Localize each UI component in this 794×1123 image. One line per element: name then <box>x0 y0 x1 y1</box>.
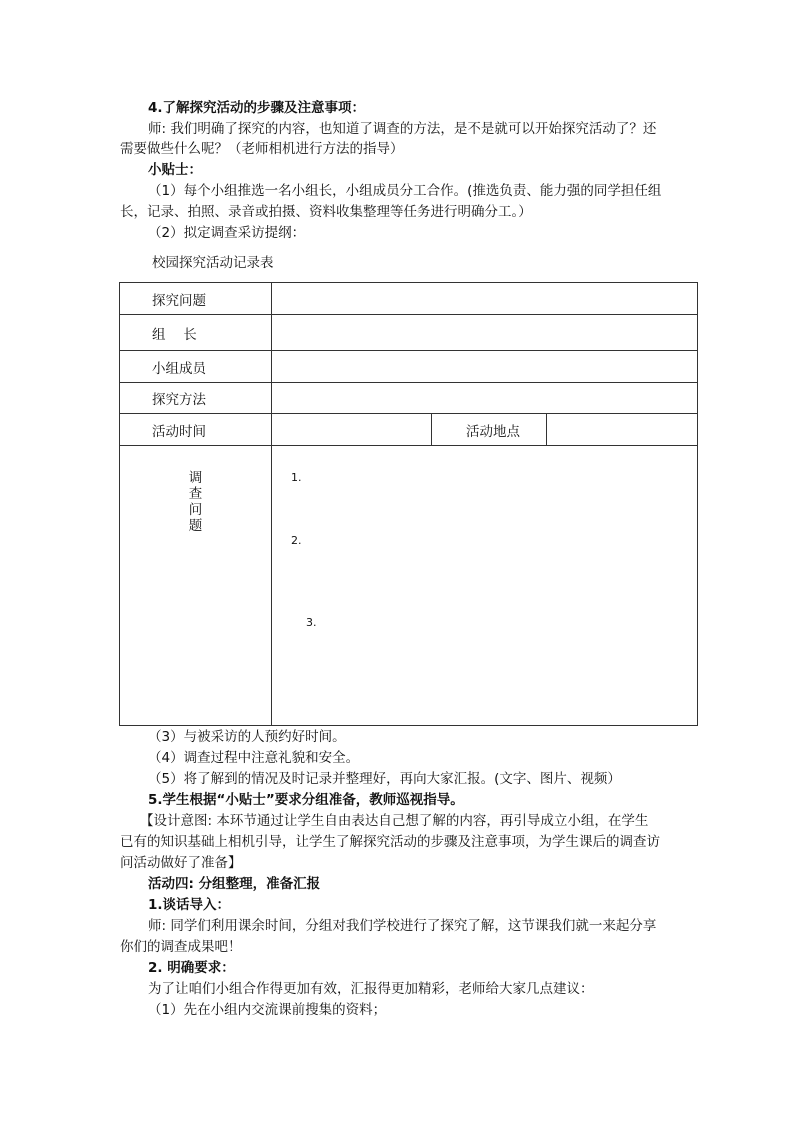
value-method <box>272 383 698 414</box>
survey-item-3: 3. <box>306 616 317 629</box>
survey-item-2: 2. <box>291 534 302 547</box>
design-intent-line3: 问活动做好了准备】 <box>120 855 242 871</box>
teacher-question-line1: 师: 我们明确了探究的内容，也知道了调查的方法，是不是就可以开始探究活动了？还 <box>148 121 657 137</box>
label-question: 探究问题 <box>120 283 272 315</box>
label-method: 探究方法 <box>120 383 272 414</box>
survey-char: 题 <box>188 518 203 534</box>
label-time: 活动时间 <box>120 414 272 446</box>
label-place: 活动地点 <box>432 414 547 446</box>
teacher-question-line2: 需要做些什么呢？（老师相机进行方法的指导） <box>120 141 404 157</box>
section-heading-4: 4.了解探究活动的步骤及注意事项： <box>148 100 366 116</box>
requirements-title: 2. 明确要求： <box>148 960 235 976</box>
talk-intro-title: 1.谈话导入： <box>148 897 231 913</box>
table-title: 校园探究活动记录表 <box>152 255 274 271</box>
survey-char: 查 <box>188 486 203 502</box>
tip-5: （5）将了解到的情况及时记录并整理好，再向大家汇报。(文字、图片、视频） <box>148 771 621 787</box>
tips-title: 小贴士： <box>148 162 202 178</box>
value-leader <box>272 315 698 351</box>
value-place <box>547 414 698 446</box>
survey-item-1: 1. <box>291 471 302 484</box>
requirements-text: 为了让咱们小组合作得更加有效，汇报得更加精彩，老师给大家几点建议： <box>148 981 594 997</box>
activity-record-table <box>119 282 698 726</box>
value-members <box>272 351 698 383</box>
tip-4: （4）调查过程中注意礼貌和安全。 <box>148 750 360 766</box>
tip-1-line1: （1）每个小组推选一名小组长，小组成员分工合作。(推选负责、能力强的同学担任组 <box>148 183 662 199</box>
label-leader: 组 长 <box>120 315 272 351</box>
design-intent-line2: 已有的知识基础上相机引导，让学生了解探究活动的步骤及注意事项，为学生课后的调查访 <box>120 834 660 850</box>
section-heading-5: 5.学生根据“小贴士”要求分组准备，教师巡视指导。 <box>148 792 464 808</box>
value-survey-questions <box>272 446 698 726</box>
value-time <box>272 414 432 446</box>
design-intent-line1: 【设计意图: 本环节通过让学生自由表达自己想了解的内容，再引导成立小组，在学生 <box>140 813 649 829</box>
tip-2: （2）拟定调查采访提纲： <box>148 225 306 241</box>
tip-3: （3）与被采访的人预约好时间。 <box>148 729 346 745</box>
label-survey-questions <box>120 446 272 726</box>
value-question <box>272 283 698 315</box>
survey-char: 调 <box>188 470 203 486</box>
tip-1-line2: 长，记录、拍照、录音或拍摄、资料收集整理等任务进行明确分工。） <box>120 204 532 220</box>
teacher-talk-line2: 你们的调查成果吧！ <box>120 939 242 955</box>
activity-4-heading: 活动四: 分组整理，准备汇报 <box>148 876 321 892</box>
requirement-1: （1）先在小组内交流课前搜集的资料； <box>148 1002 387 1018</box>
survey-char: 问 <box>188 502 203 518</box>
teacher-talk-line1: 师: 同学们利用课余时间，分组对我们学校进行了探究了解，这节课我们就一来起分享 <box>148 918 657 934</box>
label-members: 小组成员 <box>120 351 272 383</box>
